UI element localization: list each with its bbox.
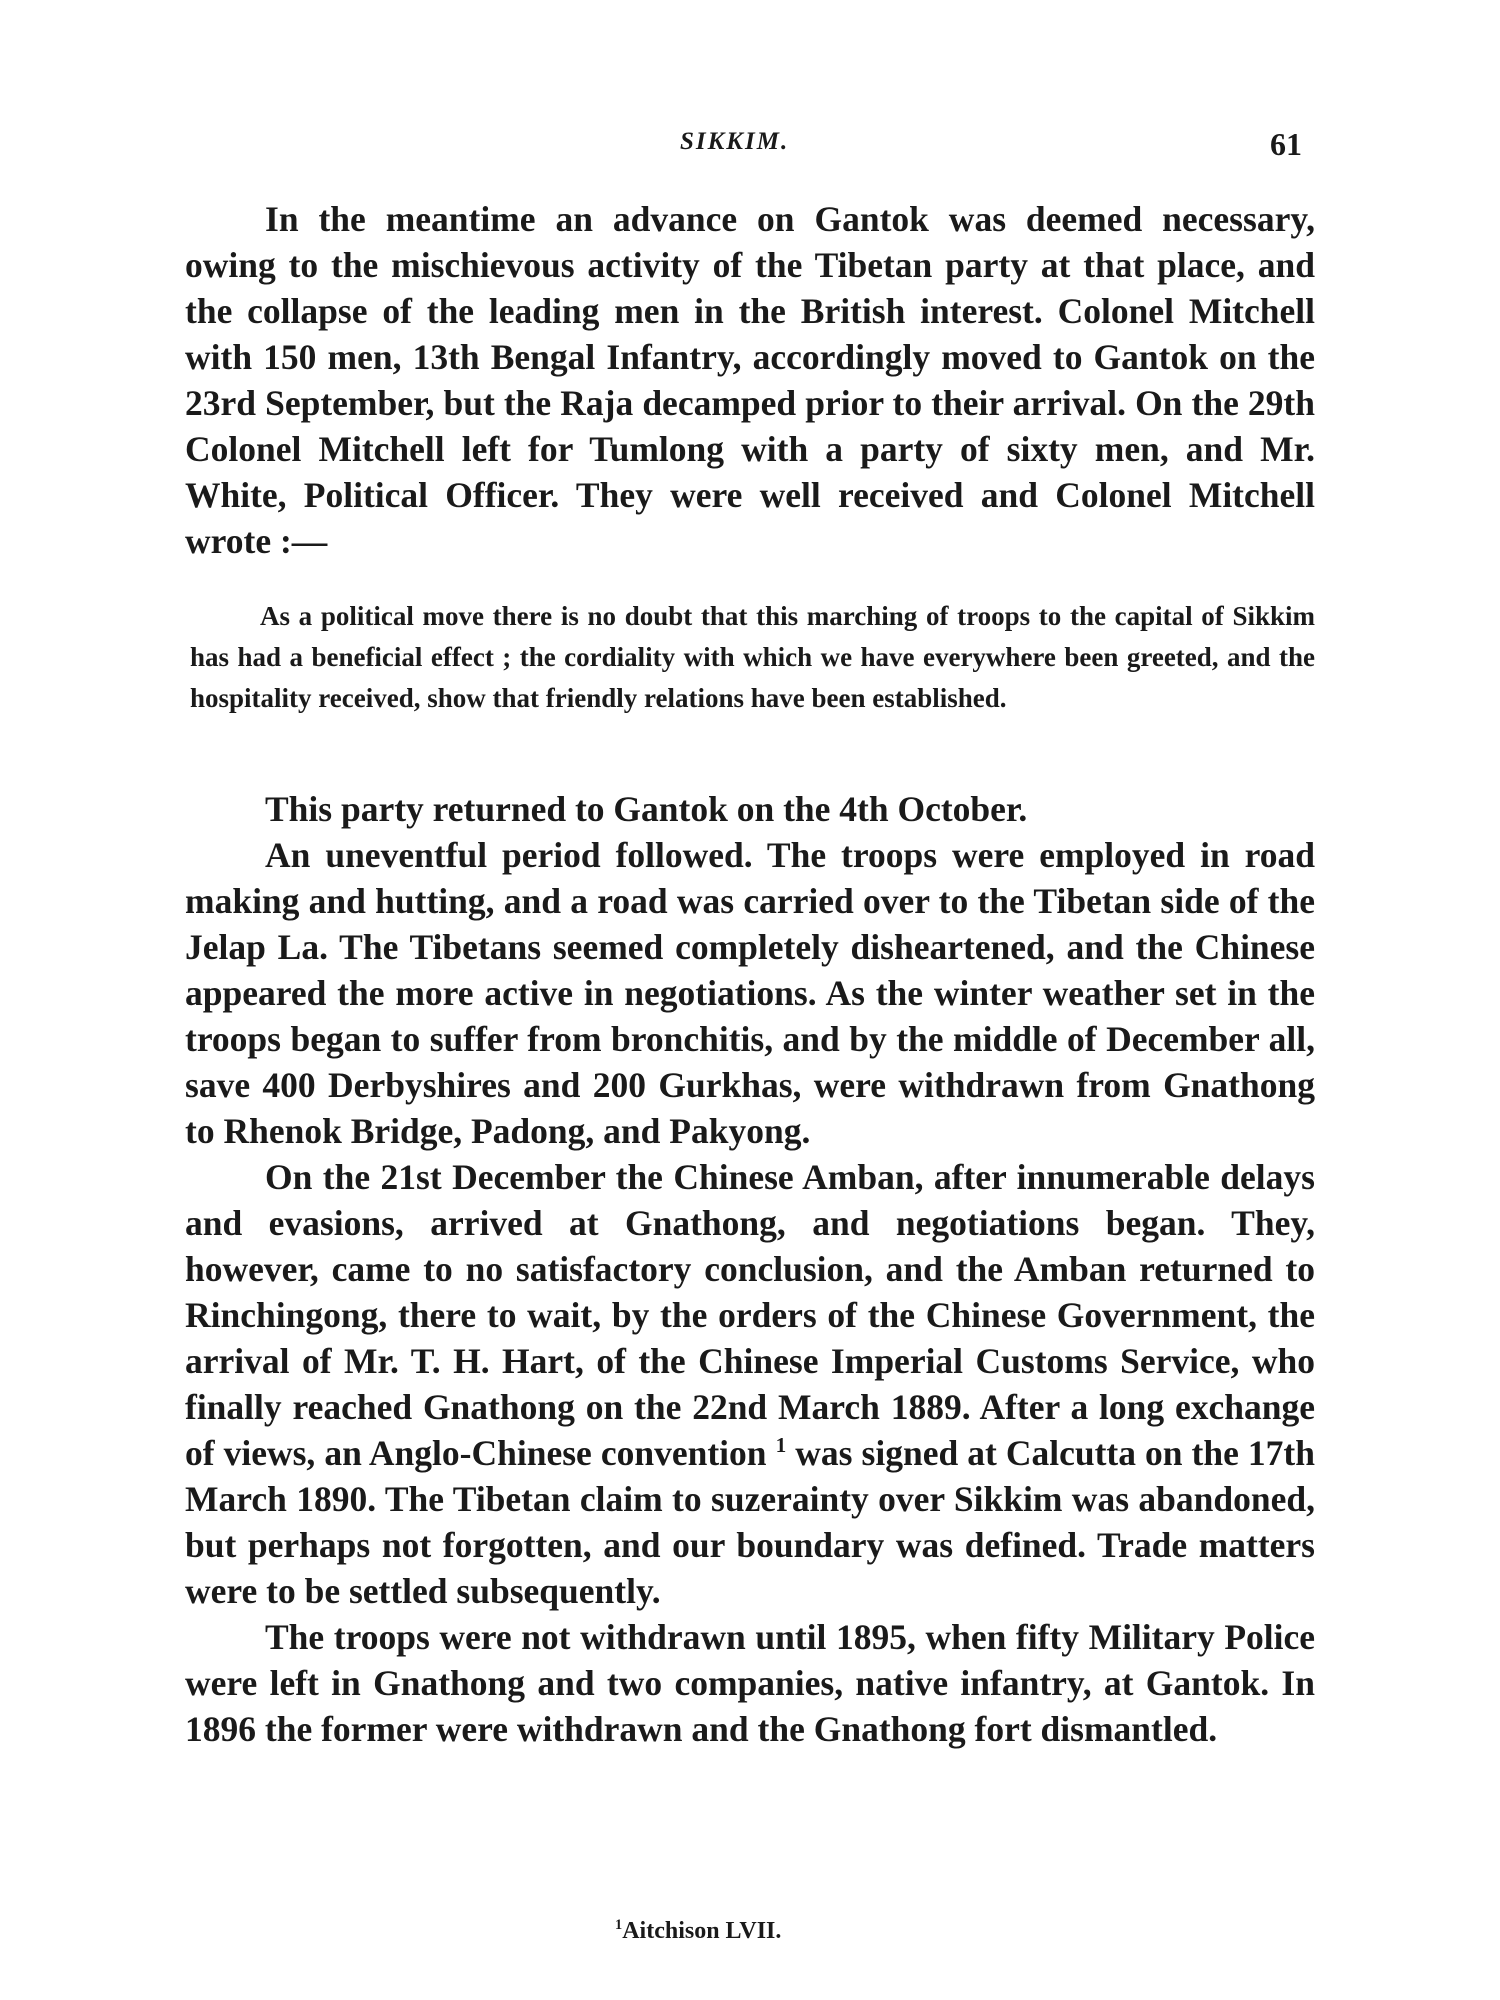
paragraph-chinese-amban-text: On the 21st December the Chinese Amban, after innumerable delays and evasions, arrived at Gnathong, and negotiations began. They, however, came to no satisfactory conclusion, and the Amban returned to Rinchingong, there to wait, by the orders of the Chinese Government, the arrival of Mr. T. H. Hart, of the Chinese Imperial Customs Service, who finally reached Gnathong on the 22nd March 1889. After a long exchange of views, an Anglo-Chinese convention bbox=[185, 1157, 1315, 1473]
footnote-text: Aitchison LVII. bbox=[622, 1918, 782, 1944]
running-title: SIKKIM. bbox=[680, 128, 790, 155]
paragraph-chinese-amban bbox=[185, 1154, 1315, 1614]
main-text-block-1 bbox=[185, 196, 1315, 564]
footnote bbox=[615, 1918, 781, 1945]
block-quote: As a political move there is no doubt that this marching of troops to the capital of Sikkim has had a beneficial effect ; the cordiality with which we have everywhere been greeted, and the hospitality received, show that friendly relations have been established. bbox=[190, 601, 1315, 713]
paragraph-uneventful-period: An uneventful period followed. The troops were employed in road making and hutting, and a road was carried over to the Tibetan side of the Jelap La. The Tibetans seemed completely disheartened, and the Chinese appeared the more active in negotiations. As the winter weather set in the troops began to suffer from bronchitis, and by the middle of December all, save 400 Derbyshires and 200 Gurkhas, were withdrawn from Gnathong to Rhenok Bridge, Padong, and Pakyong. bbox=[185, 835, 1315, 1151]
paragraph-advance-on-gantok: In the meantime an advance on Gantok was deemed necessary, owing to the mischievous activity of the Tibetan party at that place, and the collapse of the leading men in the British interest. Colonel Mitchell with 150 men, 13th Bengal Infantry, accordingly moved to Gantok on the 23rd September, but the Raja decamped prior to their arrival. On the 29th Colonel Mitchell left for Tumlong with a party of sixty men, and Mr. White, Political Officer. They were well received and Colonel Mitchell wrote :— bbox=[185, 199, 1315, 561]
main-text-block-2 bbox=[185, 786, 1315, 1752]
paragraph-party-returned: This party returned to Gantok on the 4th October. bbox=[265, 789, 1028, 829]
footnote-reference: 1 bbox=[775, 1433, 787, 1458]
paragraph-troops-withdrawn: The troops were not withdrawn until 1895, when fifty Military Police were left in Gnathong and two companies, native infantry, at Gantok. In 1896 the former were withdrawn and the Gnathong fort dismantled. bbox=[185, 1617, 1315, 1749]
footnote-marker: 1 bbox=[615, 1917, 623, 1933]
page-number: 61 bbox=[1270, 126, 1302, 162]
paragraph-chinese-amban-text-cont: was signed at Calcutta on the 17th March 1890. The Tibetan claim to suzerainty over Sikkim was abandoned, but perhaps not forgotten, and our boundary was defined. Trade matters were to be settled subsequently. bbox=[185, 1433, 1315, 1611]
